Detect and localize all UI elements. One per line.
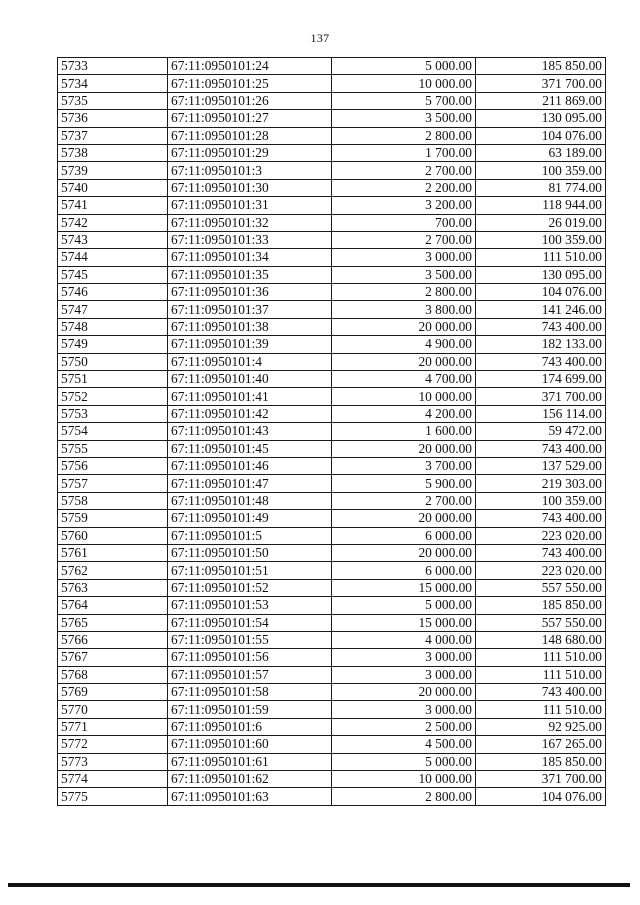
record-number-cell: 5764 (58, 597, 168, 614)
cadastral-number-cell: 67:11:0950101:62 (168, 771, 332, 788)
record-number-cell: 5754 (58, 423, 168, 440)
cadastral-value-cell: 743 400.00 (476, 440, 606, 457)
cadastral-value-cell: 371 700.00 (476, 388, 606, 405)
cadastral-number-cell: 67:11:0950101:41 (168, 388, 332, 405)
area-cell: 3 000.00 (332, 649, 476, 666)
area-cell: 20 000.00 (332, 440, 476, 457)
cadastral-number-cell: 67:11:0950101:6 (168, 718, 332, 735)
area-cell: 20 000.00 (332, 684, 476, 701)
cadastral-value-cell: 156 114.00 (476, 405, 606, 422)
record-number-cell: 5750 (58, 353, 168, 370)
cadastral-value-cell: 104 076.00 (476, 788, 606, 805)
cadastral-value-cell: 111 510.00 (476, 649, 606, 666)
table-row (58, 127, 606, 144)
area-cell: 2 800.00 (332, 284, 476, 301)
record-number-cell: 5770 (58, 701, 168, 718)
area-cell: 3 800.00 (332, 301, 476, 318)
cadastral-value-cell: 223 020.00 (476, 527, 606, 544)
cadastral-number-cell: 67:11:0950101:46 (168, 457, 332, 474)
cadastral-value-cell: 148 680.00 (476, 631, 606, 648)
area-cell: 20 000.00 (332, 544, 476, 561)
table-row (58, 231, 606, 248)
cadastral-number-cell: 67:11:0950101:33 (168, 231, 332, 248)
record-number-cell: 5751 (58, 371, 168, 388)
cadastral-value-cell: 185 850.00 (476, 753, 606, 770)
area-cell: 20 000.00 (332, 353, 476, 370)
cadastral-number-cell: 67:11:0950101:51 (168, 562, 332, 579)
record-number-cell: 5768 (58, 666, 168, 683)
cadastral-number-cell: 67:11:0950101:58 (168, 684, 332, 701)
cadastral-number-cell: 67:11:0950101:35 (168, 266, 332, 283)
table-row (58, 440, 606, 457)
table-row (58, 510, 606, 527)
area-cell: 3 000.00 (332, 701, 476, 718)
record-number-cell: 5740 (58, 179, 168, 196)
cadastral-value-cell: 743 400.00 (476, 318, 606, 335)
cadastral-value-cell: 174 699.00 (476, 371, 606, 388)
cadastral-value-cell: 100 359.00 (476, 492, 606, 509)
record-number-cell: 5771 (58, 718, 168, 735)
area-cell: 6 000.00 (332, 527, 476, 544)
area-cell: 700.00 (332, 214, 476, 231)
cadastral-value-cell: 743 400.00 (476, 684, 606, 701)
area-cell: 3 700.00 (332, 457, 476, 474)
cadastral-number-cell: 67:11:0950101:56 (168, 649, 332, 666)
cadastral-value-cell: 185 850.00 (476, 58, 606, 75)
table-row (58, 492, 606, 509)
table-row (58, 318, 606, 335)
area-cell: 5 900.00 (332, 475, 476, 492)
area-cell: 10 000.00 (332, 388, 476, 405)
area-cell: 3 200.00 (332, 197, 476, 214)
record-number-cell: 5761 (58, 544, 168, 561)
cadastral-number-cell: 67:11:0950101:47 (168, 475, 332, 492)
table-row (58, 649, 606, 666)
table-row (58, 771, 606, 788)
area-cell: 2 800.00 (332, 788, 476, 805)
cadastral-number-cell: 67:11:0950101:37 (168, 301, 332, 318)
record-number-cell: 5769 (58, 684, 168, 701)
page-number: 137 (310, 31, 330, 45)
table-row (58, 353, 606, 370)
table-row (58, 631, 606, 648)
cadastral-number-cell: 67:11:0950101:45 (168, 440, 332, 457)
record-number-cell: 5749 (58, 336, 168, 353)
cadastral-number-cell: 67:11:0950101:55 (168, 631, 332, 648)
record-number-cell: 5765 (58, 614, 168, 631)
cadastral-number-cell: 67:11:0950101:36 (168, 284, 332, 301)
table-row (58, 92, 606, 109)
cadastral-value-cell: 100 359.00 (476, 231, 606, 248)
cadastral-value-cell: 111 510.00 (476, 249, 606, 266)
cadastral-value-cell: 63 189.00 (476, 144, 606, 161)
cadastral-value-cell: 211 869.00 (476, 92, 606, 109)
table-row (58, 144, 606, 161)
cadastral-number-cell: 67:11:0950101:57 (168, 666, 332, 683)
area-cell: 4 200.00 (332, 405, 476, 422)
record-number-cell: 5739 (58, 162, 168, 179)
bottom-rule (8, 883, 630, 887)
cadastral-value-cell: 81 774.00 (476, 179, 606, 196)
cadastral-value-cell: 167 265.00 (476, 736, 606, 753)
record-number-cell: 5735 (58, 92, 168, 109)
record-number-cell: 5775 (58, 788, 168, 805)
table-row (58, 475, 606, 492)
area-cell: 10 000.00 (332, 75, 476, 92)
record-number-cell: 5736 (58, 110, 168, 127)
cadastral-number-cell: 67:11:0950101:4 (168, 353, 332, 370)
cadastral-value-cell: 137 529.00 (476, 457, 606, 474)
cadastral-number-cell: 67:11:0950101:32 (168, 214, 332, 231)
cadastral-number-cell: 67:11:0950101:42 (168, 405, 332, 422)
table-row (58, 371, 606, 388)
cadastral-number-cell: 67:11:0950101:38 (168, 318, 332, 335)
record-number-cell: 5759 (58, 510, 168, 527)
cadastral-number-cell: 67:11:0950101:27 (168, 110, 332, 127)
record-number-cell: 5760 (58, 527, 168, 544)
cadastral-value-cell: 743 400.00 (476, 544, 606, 561)
table-row (58, 597, 606, 614)
cadastral-value-cell: 130 095.00 (476, 110, 606, 127)
cadastral-value-cell: 118 944.00 (476, 197, 606, 214)
table-row (58, 162, 606, 179)
cadastral-value-cell: 743 400.00 (476, 353, 606, 370)
cadastral-value-cell: 111 510.00 (476, 666, 606, 683)
table-row (58, 788, 606, 805)
table-row (58, 753, 606, 770)
cadastral-number-cell: 67:11:0950101:31 (168, 197, 332, 214)
cadastral-value-cell: 130 095.00 (476, 266, 606, 283)
area-cell: 2 800.00 (332, 127, 476, 144)
cadastral-value-cell: 219 303.00 (476, 475, 606, 492)
area-cell: 4 900.00 (332, 336, 476, 353)
record-number-cell: 5738 (58, 144, 168, 161)
table-row (58, 214, 606, 231)
cadastral-number-cell: 67:11:0950101:24 (168, 58, 332, 75)
record-number-cell: 5763 (58, 579, 168, 596)
cadastral-table-body (58, 58, 606, 806)
cadastral-number-cell: 67:11:0950101:61 (168, 753, 332, 770)
cadastral-number-cell: 67:11:0950101:52 (168, 579, 332, 596)
cadastral-number-cell: 67:11:0950101:40 (168, 371, 332, 388)
cadastral-number-cell: 67:11:0950101:50 (168, 544, 332, 561)
cadastral-value-cell: 223 020.00 (476, 562, 606, 579)
cadastral-number-cell: 67:11:0950101:5 (168, 527, 332, 544)
area-cell: 6 000.00 (332, 562, 476, 579)
cadastral-number-cell: 67:11:0950101:29 (168, 144, 332, 161)
area-cell: 5 000.00 (332, 753, 476, 770)
record-number-cell: 5774 (58, 771, 168, 788)
record-number-cell: 5743 (58, 231, 168, 248)
cadastral-number-cell: 67:11:0950101:30 (168, 179, 332, 196)
cadastral-number-cell: 67:11:0950101:28 (168, 127, 332, 144)
cadastral-value-cell: 371 700.00 (476, 75, 606, 92)
record-number-cell: 5741 (58, 197, 168, 214)
area-cell: 3 000.00 (332, 666, 476, 683)
cadastral-value-cell: 59 472.00 (476, 423, 606, 440)
cadastral-value-cell: 185 850.00 (476, 597, 606, 614)
cadastral-number-cell: 67:11:0950101:59 (168, 701, 332, 718)
table-row (58, 336, 606, 353)
area-cell: 3 500.00 (332, 266, 476, 283)
cadastral-number-cell: 67:11:0950101:25 (168, 75, 332, 92)
table-row (58, 249, 606, 266)
table-row (58, 75, 606, 92)
area-cell: 4 700.00 (332, 371, 476, 388)
record-number-cell: 5737 (58, 127, 168, 144)
table-row (58, 58, 606, 75)
record-number-cell: 5747 (58, 301, 168, 318)
cadastral-value-cell: 104 076.00 (476, 127, 606, 144)
record-number-cell: 5752 (58, 388, 168, 405)
table-row (58, 388, 606, 405)
table-row (58, 718, 606, 735)
record-number-cell: 5762 (58, 562, 168, 579)
record-number-cell: 5773 (58, 753, 168, 770)
cadastral-number-cell: 67:11:0950101:60 (168, 736, 332, 753)
area-cell: 20 000.00 (332, 510, 476, 527)
cadastral-value-cell: 111 510.00 (476, 701, 606, 718)
area-cell: 15 000.00 (332, 579, 476, 596)
record-number-cell: 5753 (58, 405, 168, 422)
record-number-cell: 5755 (58, 440, 168, 457)
table-row (58, 666, 606, 683)
table-row (58, 266, 606, 283)
table-row (58, 197, 606, 214)
record-number-cell: 5744 (58, 249, 168, 266)
table-row (58, 457, 606, 474)
cadastral-table (57, 57, 606, 806)
table-row (58, 684, 606, 701)
area-cell: 2 200.00 (332, 179, 476, 196)
record-number-cell: 5757 (58, 475, 168, 492)
record-number-cell: 5772 (58, 736, 168, 753)
area-cell: 5 000.00 (332, 597, 476, 614)
area-cell: 2 500.00 (332, 718, 476, 735)
cadastral-value-cell: 557 550.00 (476, 614, 606, 631)
cadastral-number-cell: 67:11:0950101:3 (168, 162, 332, 179)
cadastral-number-cell: 67:11:0950101:63 (168, 788, 332, 805)
cadastral-number-cell: 67:11:0950101:34 (168, 249, 332, 266)
cadastral-number-cell: 67:11:0950101:49 (168, 510, 332, 527)
area-cell: 4 500.00 (332, 736, 476, 753)
cadastral-value-cell: 26 019.00 (476, 214, 606, 231)
area-cell: 2 700.00 (332, 231, 476, 248)
table-row (58, 544, 606, 561)
cadastral-number-cell: 67:11:0950101:48 (168, 492, 332, 509)
table-row (58, 579, 606, 596)
area-cell: 5 700.00 (332, 92, 476, 109)
cadastral-value-cell: 371 700.00 (476, 771, 606, 788)
cadastral-number-cell: 67:11:0950101:26 (168, 92, 332, 109)
area-cell: 20 000.00 (332, 318, 476, 335)
record-number-cell: 5745 (58, 266, 168, 283)
cadastral-value-cell: 743 400.00 (476, 510, 606, 527)
table-row (58, 179, 606, 196)
cadastral-value-cell: 557 550.00 (476, 579, 606, 596)
table-row (58, 527, 606, 544)
record-number-cell: 5748 (58, 318, 168, 335)
cadastral-number-cell: 67:11:0950101:43 (168, 423, 332, 440)
area-cell: 4 000.00 (332, 631, 476, 648)
record-number-cell: 5742 (58, 214, 168, 231)
table-row (58, 423, 606, 440)
table-row (58, 736, 606, 753)
table-row (58, 405, 606, 422)
cadastral-number-cell: 67:11:0950101:53 (168, 597, 332, 614)
table-row (58, 301, 606, 318)
area-cell: 3 000.00 (332, 249, 476, 266)
record-number-cell: 5734 (58, 75, 168, 92)
area-cell: 1 600.00 (332, 423, 476, 440)
area-cell: 2 700.00 (332, 162, 476, 179)
record-number-cell: 5766 (58, 631, 168, 648)
table-row (58, 562, 606, 579)
cadastral-value-cell: 182 133.00 (476, 336, 606, 353)
cadastral-value-cell: 141 246.00 (476, 301, 606, 318)
table-row (58, 701, 606, 718)
area-cell: 3 500.00 (332, 110, 476, 127)
area-cell: 10 000.00 (332, 771, 476, 788)
table-row (58, 614, 606, 631)
record-number-cell: 5746 (58, 284, 168, 301)
record-number-cell: 5756 (58, 457, 168, 474)
area-cell: 5 000.00 (332, 58, 476, 75)
area-cell: 1 700.00 (332, 144, 476, 161)
cadastral-value-cell: 92 925.00 (476, 718, 606, 735)
record-number-cell: 5767 (58, 649, 168, 666)
record-number-cell: 5758 (58, 492, 168, 509)
cadastral-number-cell: 67:11:0950101:54 (168, 614, 332, 631)
cadastral-value-cell: 100 359.00 (476, 162, 606, 179)
area-cell: 15 000.00 (332, 614, 476, 631)
cadastral-value-cell: 104 076.00 (476, 284, 606, 301)
area-cell: 2 700.00 (332, 492, 476, 509)
record-number-cell: 5733 (58, 58, 168, 75)
cadastral-number-cell: 67:11:0950101:39 (168, 336, 332, 353)
table-row (58, 110, 606, 127)
table-row (58, 284, 606, 301)
